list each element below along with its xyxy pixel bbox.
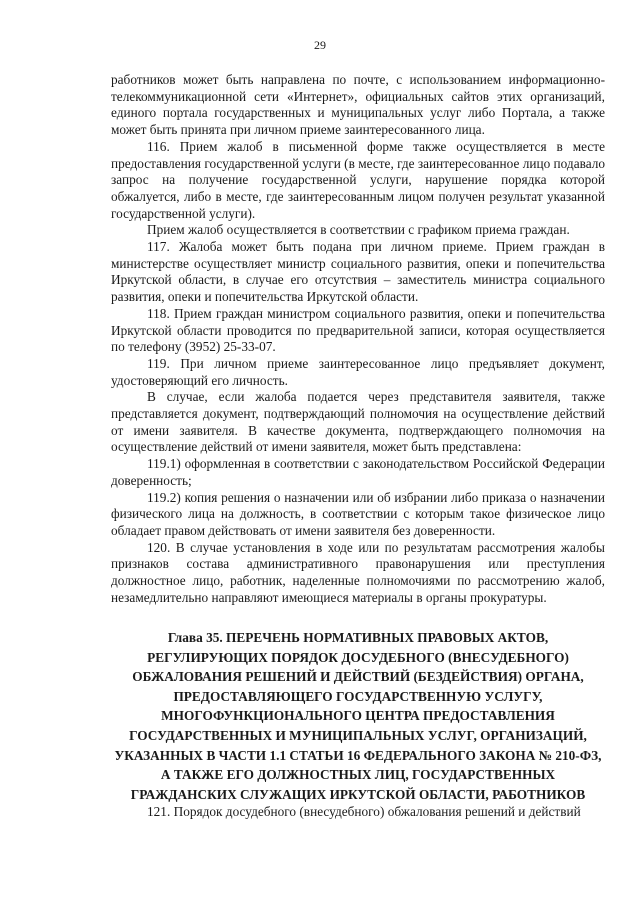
paragraph: 117. Жалоба может быть подана при личном приеме. Прием граждан в министерстве осуществляет министр социального развития, опеки и попечительства Иркутской области, в случае его отсутствия – заместитель министра социального развития, опеки и попечительства Иркутской области. xyxy=(111,239,605,305)
paragraph: 120. В случае установления в ходе или по результатам рассмотрения жалобы признаков состава административного правонарушения или преступления должностное лицо, работник, наделенные полномочиями по рассмотрению жалоб, незамедлительно направляют имеющиеся материалы в органы прокуратуры. xyxy=(111,539,605,605)
page-number: 29 xyxy=(314,38,326,52)
final-paragraph-block xyxy=(111,804,605,821)
paragraph: 119.1) оформленная в соответствии с законодательством Российской Федерации доверенность; xyxy=(111,456,605,488)
paragraph: 119.2) копия решения о назначении или об избрании либо приказа о назначении физического лица на должность, в соответствии с которым такое физическое лицо обладает правом действовать от имени заявителя без доверенности. xyxy=(111,489,605,538)
paragraph: 118. Прием граждан министром социального развития, опеки и попечительства Иркутской области проводится по предварительной записи, которая осуществляется по телефону (3952) 25-33-07. xyxy=(111,305,605,355)
chapter-heading: Глава 35. ПЕРЕЧЕНЬ НОРМАТИВНЫХ ПРАВОВЫХ АКТОВ, РЕГУЛИРУЮЩИХ ПОРЯДОК ДОСУДЕБНОГО (ВНЕСУДЕБНОГО) ОБЖАЛОВАНИЯ РЕШЕНИЙ И ДЕЙСТВИЙ (БЕЗДЕЙСТВИЯ) ОРГАНА, ПРЕДОСТАВЛЯЮЩЕГО ГОСУДАРСТВЕННУЮ УСЛУГУ, МНОГОФУНКЦИОНАЛЬНОГО ЦЕНТРА ПРЕДОСТАВЛЕНИЯ ГОСУДАРСТВЕННЫХ И МУНИЦИПАЛЬНЫХ УСЛУГ, ОРГАНИЗАЦИЙ, УКАЗАННЫХ В ЧАСТИ 1.1 СТАТЬИ 16 ФЕДЕРАЛЬНОГО ЗАКОНА № 210-ФЗ, А ТАКЖЕ ЕГО ДОЛЖНОСТНЫХ ЛИЦ, ГОСУДАРСТВЕННЫХ ГРАЖДАНСКИХ СЛУЖАЩИХ ИРКУТСКОЙ ОБЛАСТИ, РАБОТНИКОВ xyxy=(114,630,602,802)
paragraph: 119. При личном приеме заинтересованное лицо предъявляет документ, удостоверяющий его личность. xyxy=(111,355,605,388)
body-text xyxy=(111,72,605,607)
paragraph: работников может быть направлена по почте, с использованием информационно-телекоммуникационной сети «Интернет», официальных сайтов этих организаций, единого портала государственных и муниципальных услуг либо Портала, а также может быть принята при личном приеме заинтересованного лица. xyxy=(111,72,605,138)
paragraph: 121. Порядок досудебного (внесудебного) обжалования решений и действий xyxy=(147,804,581,819)
paragraph: Прием жалоб осуществляется в соответствии с графиком приема граждан. xyxy=(147,222,570,238)
paragraph: В случае, если жалоба подается через представителя заявителя, также представляется документ, подтверждающий полномочия на осуществление действий от имени заявителя. В качестве документа, подтверждающего полномочия на осуществление действий от имени заявителя, может быть представлена: xyxy=(111,389,605,455)
paragraph: 116. Прием жалоб в письменной форме также осуществляется в месте предоставления государственной услуги (в месте, где заинтересованное лицо подавало запрос на получение государственной услуги, нарушение порядка которой обжалуется, либо в месте, где заинтересованным лицом получен результат указанной государственной услуги). xyxy=(111,138,605,221)
